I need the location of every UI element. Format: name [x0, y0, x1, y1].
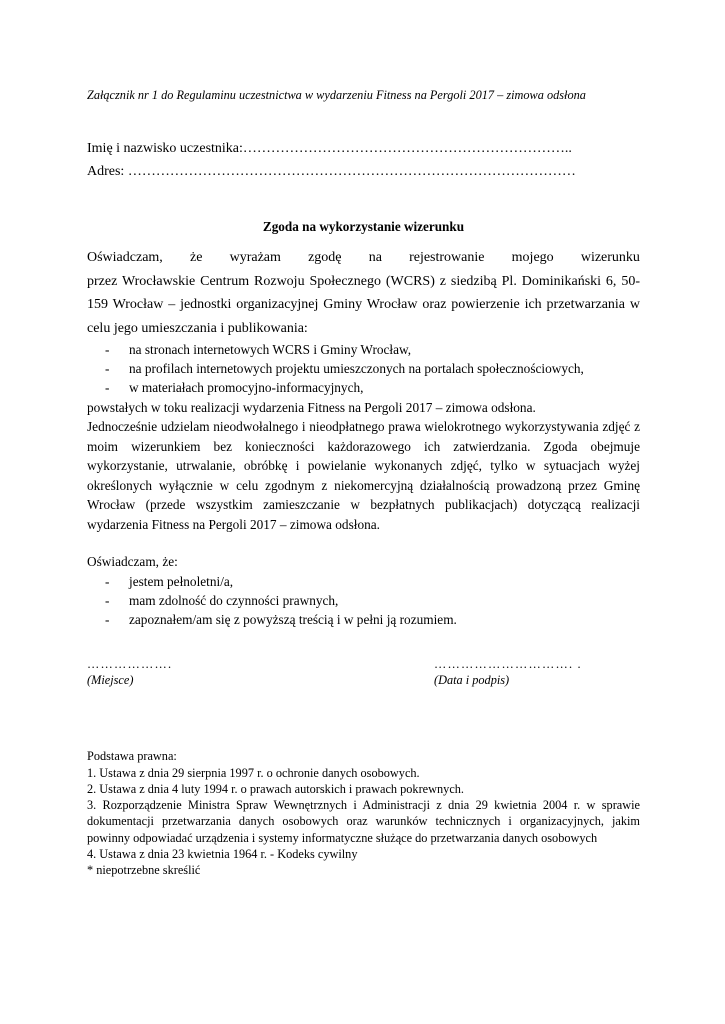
legal-basis-title: Podstawa prawna: — [87, 749, 177, 764]
dash-bullet: - — [105, 342, 110, 357]
purpose-text: na profilach internetowych projektu umieszczonych na portalach społecznościowych, — [129, 361, 584, 377]
list-item — [87, 610, 640, 629]
place-dots: ………………. — [87, 657, 173, 672]
intro-word: wyrażam — [229, 250, 281, 265]
date-signature-dots: …………………………. . — [434, 657, 582, 672]
dash-bullet: - — [105, 361, 110, 377]
intro-word: Oświadczam, — [87, 250, 163, 265]
legal-basis-item: 1. Ustawa z dnia 29 sierpnia 1997 r. o ochronie danych osobowych. — [87, 765, 420, 780]
place-block — [87, 656, 172, 688]
declarations-list — [87, 572, 640, 630]
intro-word: wizerunku — [580, 250, 640, 265]
purposes-list — [87, 340, 640, 398]
dash-bullet: - — [105, 573, 110, 589]
attachment-header-note: Załącznik nr 1 do Regulaminu uczestnictwa w wydarzeniu Fitness na Pergoli 2017 – zimowa odsłona — [87, 88, 586, 102]
document-content — [87, 87, 640, 879]
consent-intro-paragraph: przez Wrocławskie Centrum Rozwoju Społecznego (WCRS) z siedzibą Pl. Dominikański 6, 50-159 Wrocław – jednostki organizacyjnej Gminy Wrocław oraz powierzenie ich przetwarzania w celu jego umieszczania i publikowania: — [87, 273, 640, 336]
declaration-text: zapoznałem/am się z powyższą treścią i w pełni ją rozumiem. — [129, 612, 457, 628]
intro-word: zgodę — [308, 250, 342, 265]
list-item — [87, 591, 640, 610]
legal-basis-section — [87, 748, 640, 878]
after-list-text: powstałych w toku realizacji wydarzenia Fitness na Pergoli 2017 – zimowa odsłona. — [87, 399, 536, 415]
dash-bullet: - — [105, 612, 110, 628]
participant-address-field: Adres: …………………………………………………………………………………… — [87, 164, 576, 179]
intro-word: na — [368, 250, 382, 265]
list-item — [87, 340, 640, 359]
intro-word: mojego — [511, 250, 554, 265]
legal-basis-item: 2. Ustawa z dnia 4 luty 1994 r. o prawach autorskich i prawach pokrewnych. — [87, 781, 464, 796]
declarations-title: Oświadczam, że: — [87, 554, 178, 570]
place-label: (Miejsce) — [87, 673, 134, 688]
list-item — [87, 378, 640, 397]
signature-row — [87, 656, 640, 696]
participant-name-field: Imię i nazwisko uczestnika:…………………………………………………………….. — [87, 141, 572, 156]
document-title: Zgoda na wykorzystanie wizerunku — [262, 219, 465, 234]
date-signature-label: (Data i podpis) — [434, 673, 510, 688]
list-item — [87, 359, 640, 378]
dash-bullet: - — [105, 592, 110, 608]
dash-bullet: - — [105, 380, 110, 396]
date-signature-block — [434, 656, 582, 688]
declaration-text: mam zdolność do czynności prawnych, — [129, 592, 339, 608]
purpose-text: w materiałach promocyjno-informacyjnych, — [129, 380, 364, 396]
consent-intro-first-line — [87, 246, 640, 270]
list-item — [87, 572, 640, 591]
purpose-text: na stronach internetowych WCRS i Gminy Wrocław, — [129, 342, 412, 357]
declaration-text: jestem pełnoletni/a, — [129, 573, 234, 589]
intro-word: rejestrowanie — [409, 250, 485, 265]
license-paragraph: Jednocześnie udzielam nieodwołalnego i nieodpłatnego prawa wielokrotnego wykorzystywania zdjęć z moim wizerunkiem bez konieczności każdorazowego ich zatwierdzania. Zgoda obejmuje wykorzystanie, utrwalanie, obróbkę i powielanie wykonanych zdjęć, tylko w sytuacjach wyżej określonych wyłącznie w celu zgodnym z niekomercyjną działalnością prowadzoną przez Gminę Wrocław (przede wszystkim zamieszczanie w bezpłatnych publikacjach) dotyczącą realizacji wydarzenia Fitness na Pergoli 2017 – zimowa odsłona. — [87, 419, 640, 532]
legal-basis-item: 4. Ustawa z dnia 23 kwietnia 1964 r. - Kodeks cywilny — [87, 847, 358, 861]
intro-word: że — [189, 250, 203, 265]
footnote: * niepotrzebne skreślić — [87, 863, 201, 878]
legal-basis-item: 3. Rozporządzenie Ministra Spraw Wewnętrznych i Administracji z dnia 29 kwietnia 2004 r. w sprawie dokumentacji przetwarzania danych osobowych oraz warunków technicznych i organizacyjnych, jakim powinny odpowiadać urządzenia i systemy informatyczne służące do przetwarzania danych osobowych — [87, 798, 640, 845]
